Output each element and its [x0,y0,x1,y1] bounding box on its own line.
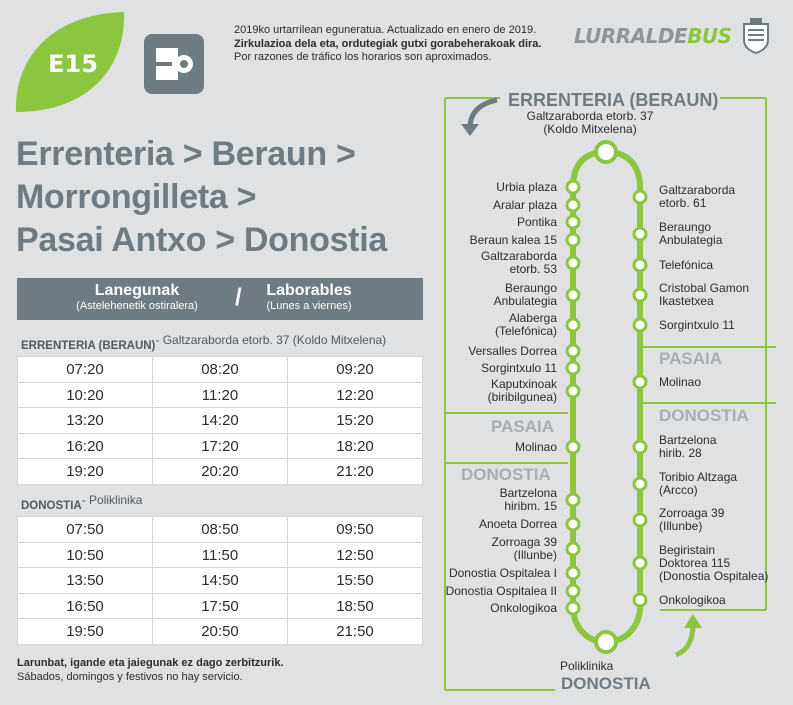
time-cell: 08:20 [153,357,288,383]
stop-label: Cristobal Gamon Ikastetxea [659,281,750,308]
stop-dot [567,257,579,269]
route-loop [573,152,640,642]
stop-label: Aralar plaza [492,197,557,212]
time-cell: 10:50 [17,543,153,569]
bottom-terminal-stop: Poliklinika [560,659,614,673]
traffic-notice-es: Por razones de tráfico los horarios son aproximados. [234,51,492,63]
time-cell: 11:50 [153,543,288,569]
stop-dot [634,441,646,453]
stop-label: Bartzelona hirib. 28 [659,433,717,460]
arrow-bottom-head-icon [684,614,702,628]
stop-label: Anoeta Dorrea [478,516,557,531]
stop-dot [567,385,579,397]
time-cell: 15:50 [288,568,423,594]
time-cell: 17:20 [153,434,288,460]
stop-dot [567,518,579,530]
terminal-dot-top [596,142,616,162]
top-terminal-name: ERRENTERIA (BERAUN) [508,90,719,110]
stop-label: Galtzaraborda etorb. 61 [659,183,736,210]
time-cell: 19:50 [17,619,153,645]
stop-label: Zorroaga 39 (Illunbe) [659,506,725,533]
top-terminal-stop-1: Galtzaraborda etorb. 37 [526,109,654,123]
stop-dot [567,567,579,579]
time-cell: 21:20 [288,459,423,485]
origin-stop: - Poliklinika [81,493,143,507]
stop-label: Onkologikoa [490,600,557,615]
time-cell: 17:50 [153,594,288,620]
stop-label: Onkologikoa [659,592,726,607]
stop-label: Pontika [516,214,557,229]
route-title-line-2: Morrongilleta > [16,178,257,216]
stop-dot [567,441,579,453]
stop-label: Begiristain Doktorea 115 (Donostia Ospitalea) [659,542,769,583]
brand-part1: LURRALDE [574,24,688,48]
stop-dot [567,181,579,193]
brand-part2: BUS [687,24,732,48]
stop-label: Beraun kalea 15 [469,232,557,247]
stop-dot [567,494,579,506]
stop-label: Beraungo Anbulategia [659,220,723,247]
time-cell: 20:50 [153,619,288,645]
time-cell: 09:50 [288,517,423,543]
time-cell: 16:50 [17,594,153,620]
stop-label: Kaputxinoak (biribilgunea) [487,377,557,404]
stop-label: Sorgintxulo 11 [481,360,557,375]
stop-label: Alaberga (Telefónica) [494,311,557,338]
time-cell: 09:20 [288,357,423,383]
stop-dot [567,585,579,597]
footnote-eu: Larunbat, igande eta jaiegunak ez dago zerbitzurik. [17,657,284,669]
stop-label: Donostia Ospitalea I [448,565,557,580]
footnote-es: Sábados, domingos y festivos no hay servicio. [17,671,243,683]
stop-dot [634,376,646,388]
time-cell: 14:50 [153,568,288,594]
days-es: Laborables [266,282,352,299]
stop-dot [567,602,579,614]
time-cell: 13:20 [17,408,153,434]
zone-left-pasaia: PASAIA [491,417,554,436]
time-cell: 12:50 [288,543,423,569]
stop-label: Toribio Altzaga (Arcco) [659,470,738,497]
stop-dot [634,514,646,526]
stop-label: Molinao [514,439,557,454]
top-terminal-stop-2: (Koldo Mitxelena) [543,122,637,136]
route-title-line-1: Errenteria > Beraun > [16,135,356,173]
stop-dot [634,478,646,490]
zone-right-donostia: DONOSTIA [659,406,749,425]
origin-name: DONOSTIA [21,500,82,512]
stop-label: Galtzaraborda etorb. 53 [480,249,557,276]
days-slash: / [235,284,242,311]
zone-left-donostia: DONOSTIA [461,465,551,484]
stop-dot [634,594,646,606]
route-code: E15 [48,50,98,78]
zone-right-pasaia: PASAIA [659,349,722,368]
time-cell: 07:20 [17,357,153,383]
days-eu: Lanegunak [94,282,180,299]
days-es-sub: (Lunes a viernes) [266,300,352,312]
time-cell: 07:50 [17,517,153,543]
stop-dot [567,543,579,555]
origin-stop: - Galtzaraborda etorb. 37 (Koldo Mitxelena) [155,333,387,347]
stop-label: Telefónica [659,257,714,272]
stop-label: Donostia Ospitalea II [445,583,557,598]
time-cell: 15:20 [288,408,423,434]
traffic-notice-eu: Zirkulazioa dela eta, ordutegiak gutxi gorabeherakoak dira. [234,37,542,50]
stop-dot [567,362,579,374]
stop-dot [634,557,646,569]
time-cell: 12:20 [288,383,423,409]
time-cell: 19:20 [17,459,153,485]
stop-dot [634,319,646,331]
stop-label: Molinao [659,374,702,389]
days-eu-sub: (Astelehenetik ostiralera) [76,300,198,312]
arrow-bottom-icon [676,624,693,655]
stop-dot [567,216,579,228]
stop-label: Bartzelona hiribm. 15 [499,486,557,513]
stop-dot [567,289,579,301]
updated-eu: 2019ko urtarrilean eguneratua. [234,24,385,36]
stop-label: Urbia plaza [496,179,557,194]
stop-label: Zorroaga 39 (Illunbe) [491,535,557,562]
stop-dot [567,234,579,246]
time-cell: 14:20 [153,408,288,434]
updated-es: Actualizado en enero de 2019. [386,24,537,36]
time-cell: 18:20 [288,434,423,460]
stop-dot [634,228,646,240]
stop-dot [567,319,579,331]
stop-label: Sorgintxulo 11 [659,317,735,332]
time-cell: 10:20 [17,383,153,409]
time-cell: 11:20 [153,383,288,409]
terminal-dot-bottom [596,632,616,652]
time-cell: 08:50 [153,517,288,543]
stop-dot [567,199,579,211]
time-cell: 13:50 [17,568,153,594]
arrow-top-head-icon [461,124,479,136]
stop-label: Versalles Dorrea [468,343,557,358]
stop-dot [634,289,646,301]
bottom-terminal-name: DONOSTIA [561,674,651,693]
stop-dot [567,345,579,357]
time-cell: 18:50 [288,594,423,620]
origin-name: ERRENTERIA (BERAUN) [21,340,156,352]
top-terminal-stop [480,110,700,136]
time-cell: 16:20 [17,434,153,460]
stop-label: Beraungo Anbulategia [493,281,557,308]
stop-dot [634,191,646,203]
route-title-line-3: Pasai Antxo > Donostia [16,221,387,259]
time-cell: 21:50 [288,619,423,645]
stop-dot [634,259,646,271]
time-cell: 20:20 [153,459,288,485]
